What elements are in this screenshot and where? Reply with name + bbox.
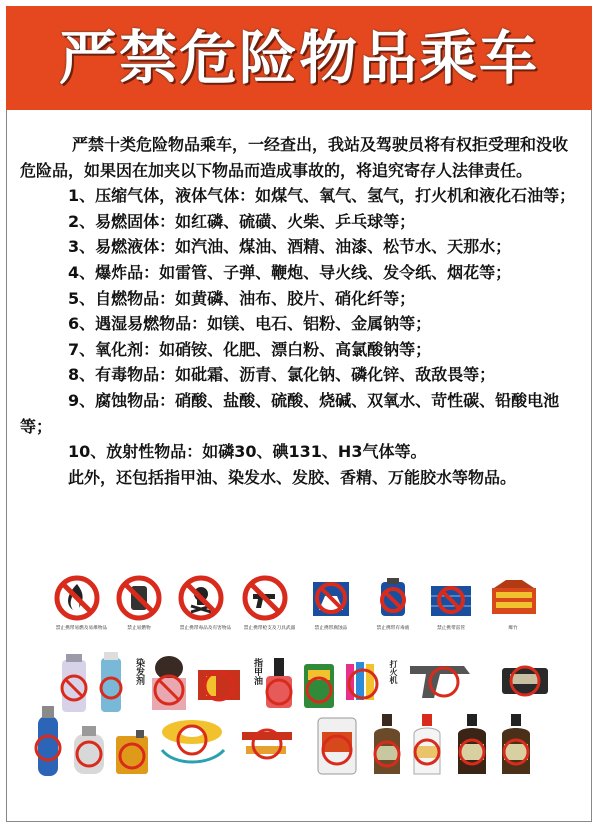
sign-toxic: 禁止携带毒品及有害物品	[176, 574, 226, 632]
poster-title: 严禁危险物品乘车	[58, 24, 539, 92]
sign-corrosive: 禁止携带腐蚀品	[306, 574, 356, 632]
no-radioactive-icon	[427, 574, 475, 622]
sign-flammable: 禁止携带易燃及易爆物品	[52, 574, 102, 632]
item-3: 3、易燃液体：如汽油、煤油、酒精、油漆、松节水、天那水；	[68, 237, 512, 257]
white-bottle-photo	[408, 712, 446, 778]
fuse-coil-photo	[154, 710, 232, 772]
regulation-text	[20, 132, 580, 490]
item-6: 6、遇湿易燃物品：如镁、电石、铝粉、金属钠等；	[68, 314, 432, 334]
intro-paragraph: 严禁十类危险物品乘车，一经查出，我站及驾驶员将有权拒受理和没收危险品，如果因在加夹以下物品而造成事故的，将追究寄存人法律责任。	[20, 135, 569, 180]
lighter-label: 打火机	[389, 660, 398, 684]
hydrochloric-acid-bottle-photo	[452, 712, 492, 778]
hair-spray-photo	[96, 652, 126, 714]
firecracker-icon	[488, 574, 540, 622]
item-5: 5、自燃物品：如黄磷、油布、胶片、硝化纤等；	[68, 288, 416, 308]
acid-bottle-photo	[368, 712, 406, 778]
sign-flammable-liquid: 禁止易燃物	[114, 574, 164, 632]
sign-weapon: 禁止携带枪支及刀具武器	[240, 574, 290, 632]
lighters-photo	[342, 654, 384, 712]
hair-dye-photo	[146, 654, 192, 712]
detonator-photo	[498, 660, 552, 702]
sign-gas-tank: 禁止携带有毒液	[368, 574, 418, 632]
item-2: 2、易燃固体：如红磷、硫磺、火柴、乒乓球等；	[68, 211, 416, 231]
lipstick-photo	[196, 658, 242, 708]
item-10: 10、放射性物品：如磷30、碘131、H3气体等。	[68, 442, 427, 462]
nail-polish-label: 指甲油	[252, 658, 262, 685]
item-8: 8、有毒物品：如砒霜、沥青、氯化钠、磷化锌、敌敌畏等；	[68, 365, 496, 385]
glue-photo	[298, 654, 340, 712]
item-4: 4、爆炸品：如雷管、子弹、鞭炮、导火线、发令纸、烟花等；	[68, 262, 512, 282]
item-1: 1、压缩气体，液体气体：如煤气、氧气、氢气，打火机和液化石油等；	[68, 186, 576, 206]
nail-polish-photo	[262, 656, 296, 712]
torch-gun-photo	[404, 652, 484, 708]
paint-can-photo	[312, 712, 362, 778]
fuel-can-photo	[112, 728, 152, 776]
oxygen-cylinder-photo	[30, 704, 66, 778]
no-flammable-liquid-icon	[115, 574, 163, 622]
prohibition-signs	[52, 574, 552, 644]
gas-tank-photo	[68, 724, 110, 776]
no-toxic-icon	[177, 574, 225, 622]
no-flammable-icon	[53, 574, 101, 622]
hair-dye-label: 染发剂	[134, 658, 144, 685]
item-7: 7、氧化剂：如硝铵、化肥、漂白粉、高氯酸钠等；	[68, 339, 432, 359]
sulfuric-acid-bottle-photo	[496, 712, 536, 778]
no-corrosive-icon	[307, 574, 355, 622]
no-gas-tank-icon	[369, 574, 417, 622]
item-extra: 此外，还包括指甲油、染发水、发胶、香精、万能胶水等物品。	[68, 467, 517, 487]
firecracker-string-photo	[236, 722, 298, 766]
no-weapon-icon	[241, 574, 289, 622]
item-9: 9、腐蚀物品：硝酸、盐酸、硫酸、烧碱、双氧水、苛性碳、铅酸电池等；	[20, 390, 560, 436]
sign-firecracker: 爆竹	[488, 574, 538, 632]
sign-radioactive: 禁止携带雷管	[426, 574, 476, 632]
